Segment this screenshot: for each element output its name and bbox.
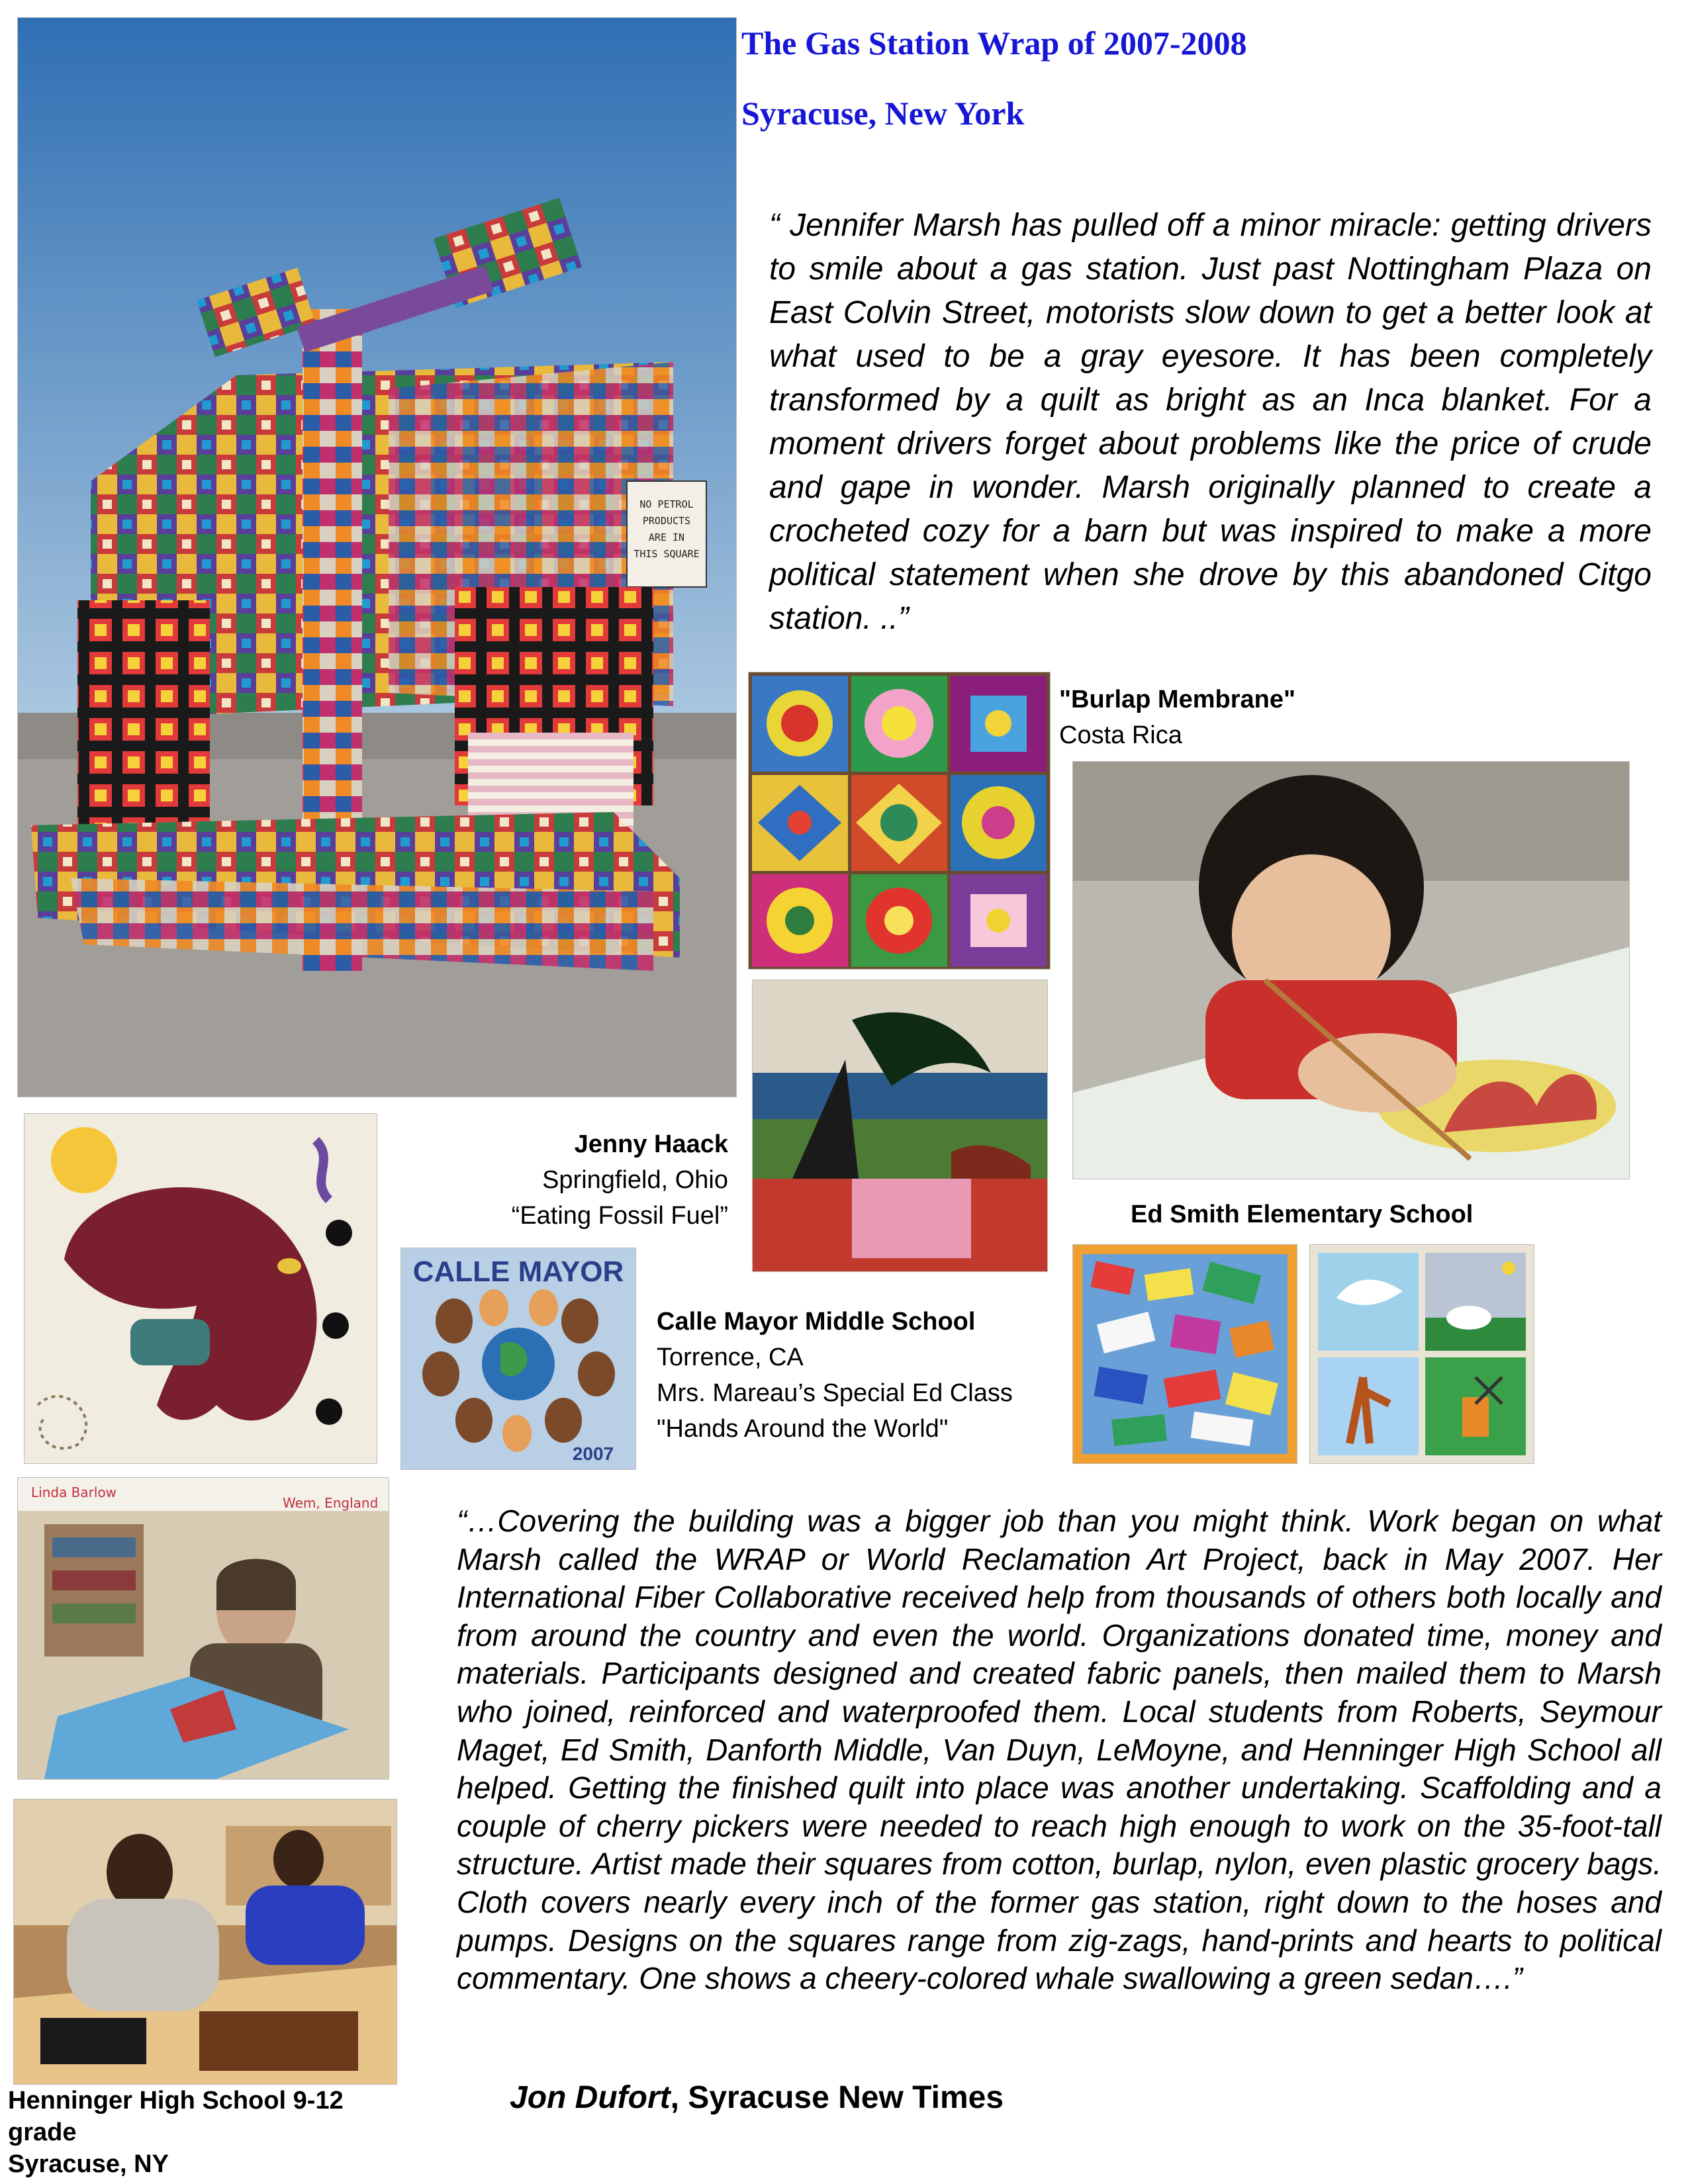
linda-name-label: Linda Barlow (31, 1484, 117, 1500)
calle-mayor-banner: CALLE MAYOR (412, 1255, 624, 1288)
no-petrol-sign: NO PETROL (639, 498, 694, 510)
henninger-line1: Henninger High School 9-12 (8, 2087, 344, 2115)
article-attribution (510, 2079, 1004, 2116)
oil-derrick-quilt-photo (752, 979, 1048, 1272)
burlap-place: Costa Rica (1059, 721, 1182, 749)
calle-caption (657, 1304, 1013, 1447)
gas-station-wrap-photo (17, 17, 737, 1097)
jenny-name: Jenny Haack (574, 1130, 728, 1158)
burlap-membrane-photo (748, 672, 1051, 970)
burlap-caption (1059, 682, 1295, 753)
author-name: Jon Dufort (510, 2080, 671, 2115)
hands-around-world-photo (400, 1248, 636, 1470)
page-title: The Gas Station Wrap of 2007-2008 (741, 24, 1247, 62)
calle-name: Calle Mayor Middle School (657, 1308, 976, 1336)
calle-year: 2007 (572, 1443, 614, 1464)
calle-place: Torrence, CA (657, 1343, 804, 1371)
henninger-caption (8, 2085, 344, 2180)
page-subtitle: Syracuse, New York (741, 95, 1025, 132)
calle-work: "Hands Around the World" (657, 1415, 949, 1443)
jenny-work: “Eating Fossil Fuel” (511, 1202, 728, 1230)
burlap-title: "Burlap Membrane" (1059, 686, 1295, 713)
plastic-bag-quilt-photo (1072, 1244, 1297, 1464)
four-panel-quilt-photo (1309, 1244, 1534, 1464)
linda-place-label: Wem, England (283, 1495, 379, 1511)
jenny-caption (450, 1126, 728, 1234)
henninger-line2: grade (8, 2118, 77, 2146)
henninger-line3: Syracuse, NY (8, 2150, 169, 2178)
article-quote-body: “…Covering the building was a bigger job than you might think. Work began on what Marsh called the WRAP or World Reclamation Art Project, back in May 2007. Her International Fiber Collaborative received help from thousands of others both locally and from around the country and even the world. Organizations donated time, money and materials. Participants designed and created fabric panels, then mailed them to Marsh who joined, reinforced and waterproofed them. Local students from Roberts, Seymour Maget, Ed Smith, Danforth Middle, Van Duyn, LeMoyne, and Henninger High School all helped. Getting the finished quilt into place was another undertaking. Scaffolding and a couple of cherry pickers were needed to reach high enough to work on the 35-foot-tall structure. Artist made their squares from cotton, burlap, nylon, even plastic grocery bags. Cloth covers nearly every inch of the former gas station, right down to the hoses and pumps. Designs on the squares range from zig-zags, hand-prints and hearts to political commentary. One shows a cheery-colored whale swallowing a green sedan….” (457, 1504, 1662, 1996)
linda-barlow-photo (17, 1477, 389, 1780)
svg-text:PRODUCTS: PRODUCTS (642, 515, 691, 527)
svg-text:THIS SQUARE: THIS SQUARE (633, 548, 700, 560)
whale-quilt-photo (24, 1113, 377, 1464)
jenny-place: Springfield, Ohio (542, 1166, 728, 1194)
svg-text:ARE IN: ARE IN (648, 531, 685, 543)
article-quote-intro: “ Jennifer Marsh has pulled off a minor miracle: getting drivers to smile about a gas station. Just past Nottingham Plaza on East Colvin Street, motorists slow down to get a better look at what used to be a gray eyesore. It has been completely transformed by a quilt as bright as an Inca blanket. For a moment drivers forget about problems like the price of crude and gape in wonder. Marsh originally planned to create a crocheted cozy for a barn but was inspired to make a more political statement when she drove by this abandoned Citgo station. ..” (769, 208, 1652, 636)
calle-class: Mrs. Mareau’s Special Ed Class (657, 1379, 1013, 1407)
child-painting-photo (1072, 761, 1630, 1179)
publication-name: , Syracuse New Times (670, 2080, 1004, 2115)
henninger-students-photo (13, 1799, 397, 2085)
ed-smith-caption: Ed Smith Elementary School (1131, 1201, 1474, 1228)
